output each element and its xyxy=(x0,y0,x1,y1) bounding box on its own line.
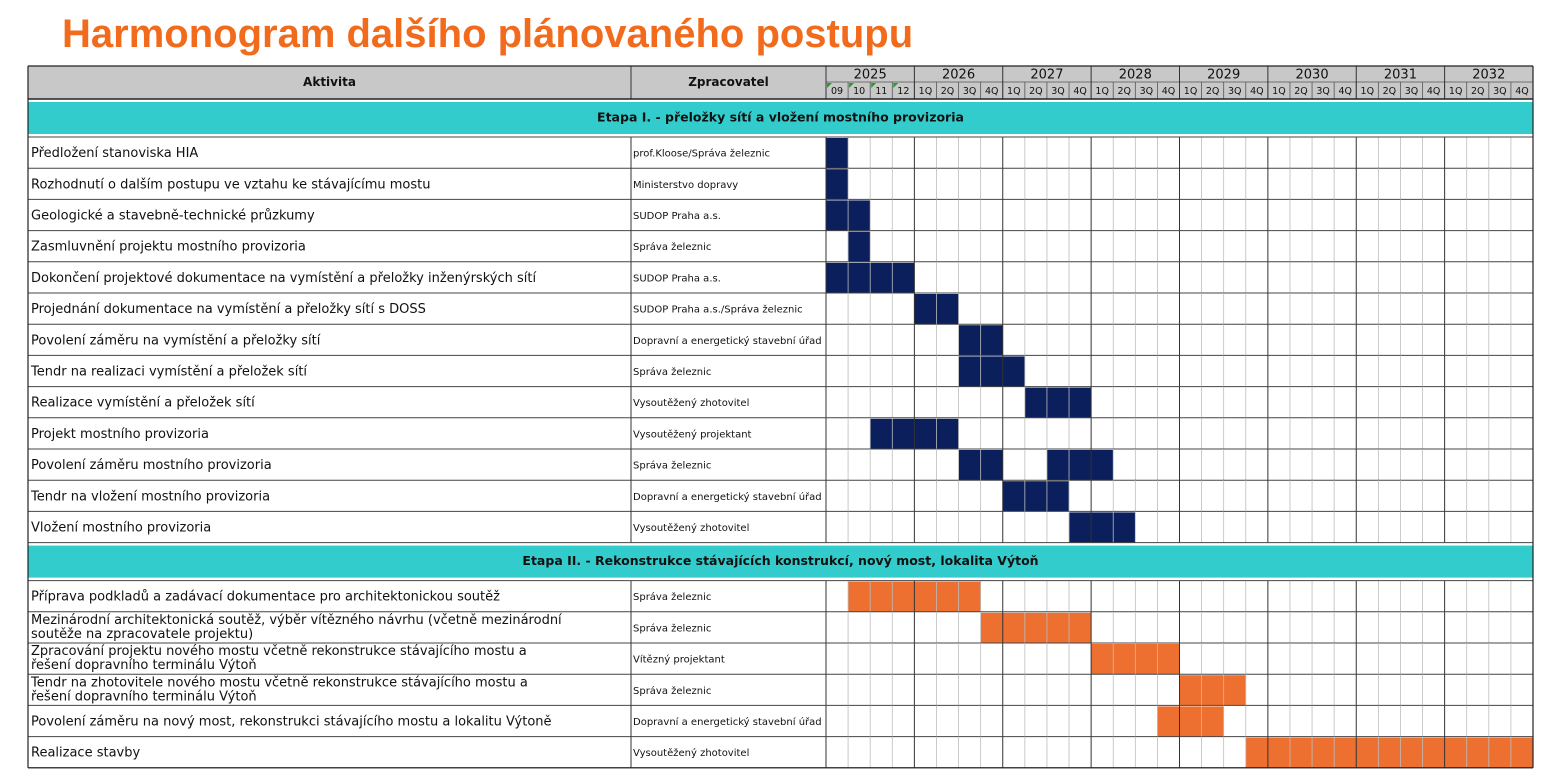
year-label-2025: 2025 xyxy=(853,67,887,83)
quarter-label: 4Q xyxy=(1250,86,1264,97)
processor-label: Dopravní a energetický stavební úřad xyxy=(633,335,822,347)
month-label: 11 xyxy=(875,86,888,97)
year-label-2032: 2032 xyxy=(1472,67,1506,83)
month-label: 12 xyxy=(897,86,910,97)
quarter-label: 4Q xyxy=(1515,86,1529,97)
quarter-label: 2Q xyxy=(1029,86,1043,97)
page-title: Harmonogram dalšího plánovaného postupu xyxy=(62,12,914,56)
quarter-label: 4Q xyxy=(984,86,999,97)
quarter-label: 3Q xyxy=(1227,86,1242,97)
quarter-label: 1Q xyxy=(1183,86,1198,97)
quarter-label: 1Q xyxy=(1448,86,1463,97)
quarter-label: 4Q xyxy=(1073,86,1087,97)
quarter-label: 3Q xyxy=(1051,86,1065,97)
month-label: 10 xyxy=(853,86,866,97)
task-bar xyxy=(1157,706,1223,736)
task-bar xyxy=(959,356,1025,386)
quarter-label: 3Q xyxy=(1493,86,1507,97)
task-bar xyxy=(1069,512,1135,542)
year-label-2031: 2031 xyxy=(1383,67,1417,83)
processor-label: Vysoutěžený zhotovitel xyxy=(633,748,750,760)
activity-label: Příprava podkladů a zadávací dokumentace pro architektonickou soutěž xyxy=(31,589,500,605)
processor-label: Dopravní a energetický stavební úřad xyxy=(633,717,822,728)
processor-label: Vysoutěžený zhotovitel xyxy=(633,523,750,534)
processor-label: Vysoutěžený projektant xyxy=(633,429,752,441)
processor-label: SUDOP Praha a.s./Správa železnic xyxy=(633,304,803,316)
task-bar xyxy=(981,613,1091,643)
task-bar xyxy=(1047,450,1113,480)
activity-label: řešení dopravního terminálu Výtoň xyxy=(31,658,257,674)
task-bar xyxy=(1246,738,1533,768)
task-bar xyxy=(826,138,848,168)
activity-label: Realizace stavby xyxy=(31,745,141,761)
activity-label: Projednání dokumentace na vymístění a přeložky sítí s DOSS xyxy=(31,302,426,318)
year-label-2027: 2027 xyxy=(1030,67,1064,83)
year-label-2028: 2028 xyxy=(1118,67,1152,83)
processor-label: Správa železnic xyxy=(633,367,712,378)
quarter-label: 2Q xyxy=(940,86,955,97)
quarter-label: 3Q xyxy=(1316,86,1330,97)
quarter-label: 3Q xyxy=(962,86,977,97)
quarter-label: 1Q xyxy=(1095,86,1109,97)
section-title: Etapa I. - přeložky sítí a vložení mostního provizoria xyxy=(597,109,964,125)
processor-label: Vysoutěžený zhotovitel xyxy=(633,398,750,410)
activity-label: řešení dopravního terminálu Výtoň xyxy=(31,689,257,705)
processor-label: SUDOP Praha a.s. xyxy=(633,211,721,222)
quarter-label: 1Q xyxy=(1360,86,1375,97)
activity-label: Tendr na zhotovitele nového mostu včetně rekonstrukce stávajícího mostu a xyxy=(31,675,528,691)
quarter-label: 4Q xyxy=(1338,86,1352,97)
header-activity: Aktivita xyxy=(303,75,356,89)
activity-label: Tendr na realizaci vymístění a přeložek sítí xyxy=(31,364,308,380)
activity-label: Mezinárodní architektonická soutěž, výběr vítězného návrhu (včetně mezinárodní xyxy=(31,612,562,628)
quarter-label: 2Q xyxy=(1205,86,1220,97)
activity-label: Dokončení projektové dokumentace na vymístění a přeložky inženýrských sítí xyxy=(31,270,537,286)
task-bar xyxy=(848,232,870,262)
activity-label: Rozhodnutí o dalším postupu ve vztahu ke stávajícímu mostu xyxy=(31,177,431,193)
task-bar xyxy=(1025,388,1091,418)
activity-label: Zpracování projektu nového mostu včetně rekonstrukce stávajícího mostu a xyxy=(31,644,527,660)
processor-label: Ministerstvo dopravy xyxy=(633,179,739,191)
processor-label: Vítězný projektant xyxy=(633,654,725,666)
processor-label: Dopravní a energetický stavební úřad xyxy=(633,491,822,503)
year-label-2030: 2030 xyxy=(1295,67,1329,83)
quarter-label: 2Q xyxy=(1294,86,1308,97)
task-bar xyxy=(826,169,848,199)
activity-label: Povolení záměru na vymístění a přeložky sítí xyxy=(31,333,321,349)
activity-label: Zasmluvnění projektu mostního provizoria xyxy=(31,239,306,255)
activity-label: Projekt mostního provizoria xyxy=(31,426,209,442)
quarter-label: 2Q xyxy=(1117,86,1132,97)
activity-label: Povolení záměru mostního provizoria xyxy=(31,458,272,474)
section-title: Etapa II. - Rekonstrukce stávajících konstrukcí, nový most, lokalita Výtoň xyxy=(522,553,1039,569)
activity-label: Vložení mostního provizoria xyxy=(31,520,212,536)
quarter-label: 4Q xyxy=(1161,86,1176,97)
month-label: 09 xyxy=(831,86,844,97)
task-bar xyxy=(1180,675,1246,705)
processor-label: Správa železnic xyxy=(633,592,712,604)
quarter-label: 1Q xyxy=(918,86,933,97)
quarter-label: 4Q xyxy=(1426,86,1441,97)
processor-label: Správa železnic xyxy=(633,623,712,635)
activity-label: Předložení stanoviska HIA xyxy=(31,146,199,162)
processor-label: Správa železnic xyxy=(633,460,712,472)
quarter-label: 1Q xyxy=(1272,86,1286,97)
quarter-label: 1Q xyxy=(1007,86,1021,97)
activity-label: Realizace vymístění a přeložek sítí xyxy=(31,395,255,411)
quarter-label: 3Q xyxy=(1139,86,1154,97)
processor-label: SUDOP Praha a.s. xyxy=(633,273,721,285)
year-label-2029: 2029 xyxy=(1207,67,1241,83)
activity-label: Povolení záměru na nový most, rekonstrukci stávajícího mostu a lokalitu Výtoně xyxy=(31,714,552,730)
processor-label: Správa železnic xyxy=(633,242,712,254)
header-processor: Zpracovatel xyxy=(688,75,769,89)
year-label-2026: 2026 xyxy=(942,67,976,83)
activity-label: soutěže na zpracovatele projektu) xyxy=(31,626,254,642)
task-bar xyxy=(1003,481,1069,511)
quarter-label: 2Q xyxy=(1471,86,1485,97)
activity-label: Geologické a stavebně-technické průzkumy xyxy=(31,208,315,224)
processor-label: Správa železnic xyxy=(633,685,712,697)
processor-label: prof.Kloose/Správa železnic xyxy=(633,148,770,160)
quarter-label: 2Q xyxy=(1382,86,1397,97)
activity-label: Tendr na vložení mostního provizoria xyxy=(31,489,271,505)
quarter-label: 3Q xyxy=(1404,86,1419,97)
